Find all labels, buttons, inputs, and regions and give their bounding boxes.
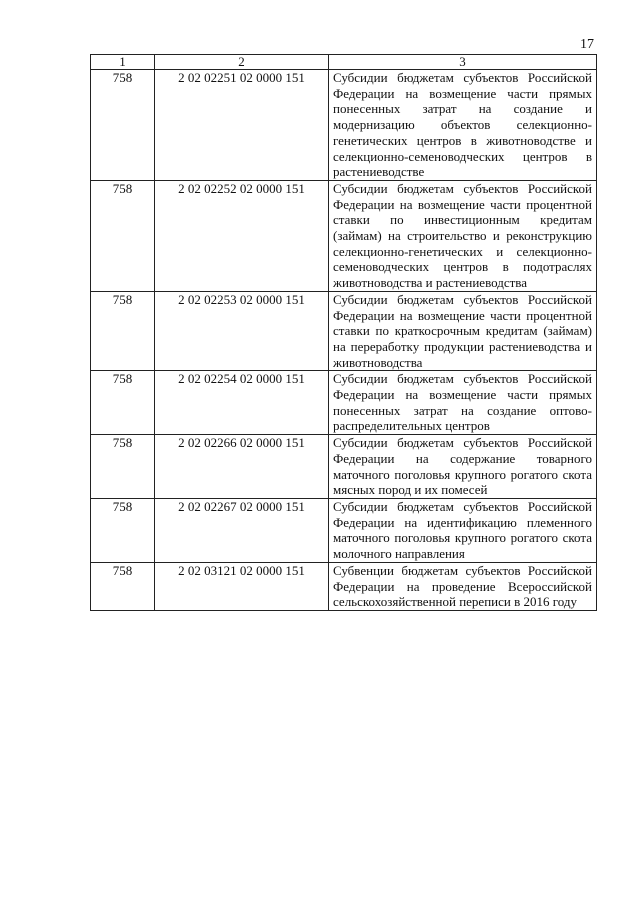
page-number: 17	[580, 37, 594, 52]
revenue-name-cell: Субсидии бюджетам субъектов Российской Федерации на идентификацию племенного маточного поголовья крупного рогатого скота молочного направления	[329, 498, 597, 562]
column-header-3: 3	[329, 55, 597, 70]
table-header-row	[91, 55, 597, 70]
budget-code-cell: 2 02 02254 02 0000 151	[155, 371, 329, 435]
budget-code-cell: 2 02 02267 02 0000 151	[155, 498, 329, 562]
revenue-name-cell: Субсидии бюджетам субъектов Российской Федерации на возмещение части процентной ставки по инвестиционным кредитам (займам) на строительство и реконструкцию селекционно-генетических и селекционно-семеноводческих центров в подотраслях животноводства и растениеводства	[329, 180, 597, 291]
admin-code-cell: 758	[91, 435, 155, 499]
admin-code-cell: 758	[91, 70, 155, 181]
budget-code-cell: 2 02 02253 02 0000 151	[155, 291, 329, 371]
admin-code-cell: 758	[91, 371, 155, 435]
budget-code-cell: 2 02 02251 02 0000 151	[155, 70, 329, 181]
budget-code-cell: 2 02 03121 02 0000 151	[155, 562, 329, 610]
admin-code-cell: 758	[91, 180, 155, 291]
table-row	[91, 435, 597, 499]
column-header-2: 2	[155, 55, 329, 70]
table-row	[91, 498, 597, 562]
revenue-name-cell: Субвенции бюджетам субъектов Российской Федерации на проведение Всероссийской сельскохозяйственной переписи в 2016 году	[329, 562, 597, 610]
budget-code-cell: 2 02 02266 02 0000 151	[155, 435, 329, 499]
revenue-name-cell: Субсидии бюджетам субъектов Российской Федерации на содержание товарного маточного поголовья крупного рогатого скота мясных пород и их помесей	[329, 435, 597, 499]
admin-code-cell: 758	[91, 291, 155, 371]
column-header-1: 1	[91, 55, 155, 70]
table-row	[91, 562, 597, 610]
table-row	[91, 70, 597, 181]
admin-code-cell: 758	[91, 498, 155, 562]
table-row	[91, 371, 597, 435]
budget-code-cell: 2 02 02252 02 0000 151	[155, 180, 329, 291]
revenue-name-cell: Субсидии бюджетам субъектов Российской Федерации на возмещение части прямых понесенных затрат на создание и модернизацию объектов селекционно-генетических центров в животноводстве и селекционно-семеноводческих центров в растениеводстве	[329, 70, 597, 181]
budget-classification-table	[90, 54, 597, 611]
table-row	[91, 180, 597, 291]
admin-code-cell: 758	[91, 562, 155, 610]
revenue-name-cell: Субсидии бюджетам субъектов Российской Федерации на возмещение части процентной ставки по краткосрочным кредитам (займам) на переработку продукции растениеводства и животноводства	[329, 291, 597, 371]
revenue-name-cell: Субсидии бюджетам субъектов Российской Федерации на возмещение части прямых понесенных затрат на создание оптово-распределительных центров	[329, 371, 597, 435]
table-row	[91, 291, 597, 371]
